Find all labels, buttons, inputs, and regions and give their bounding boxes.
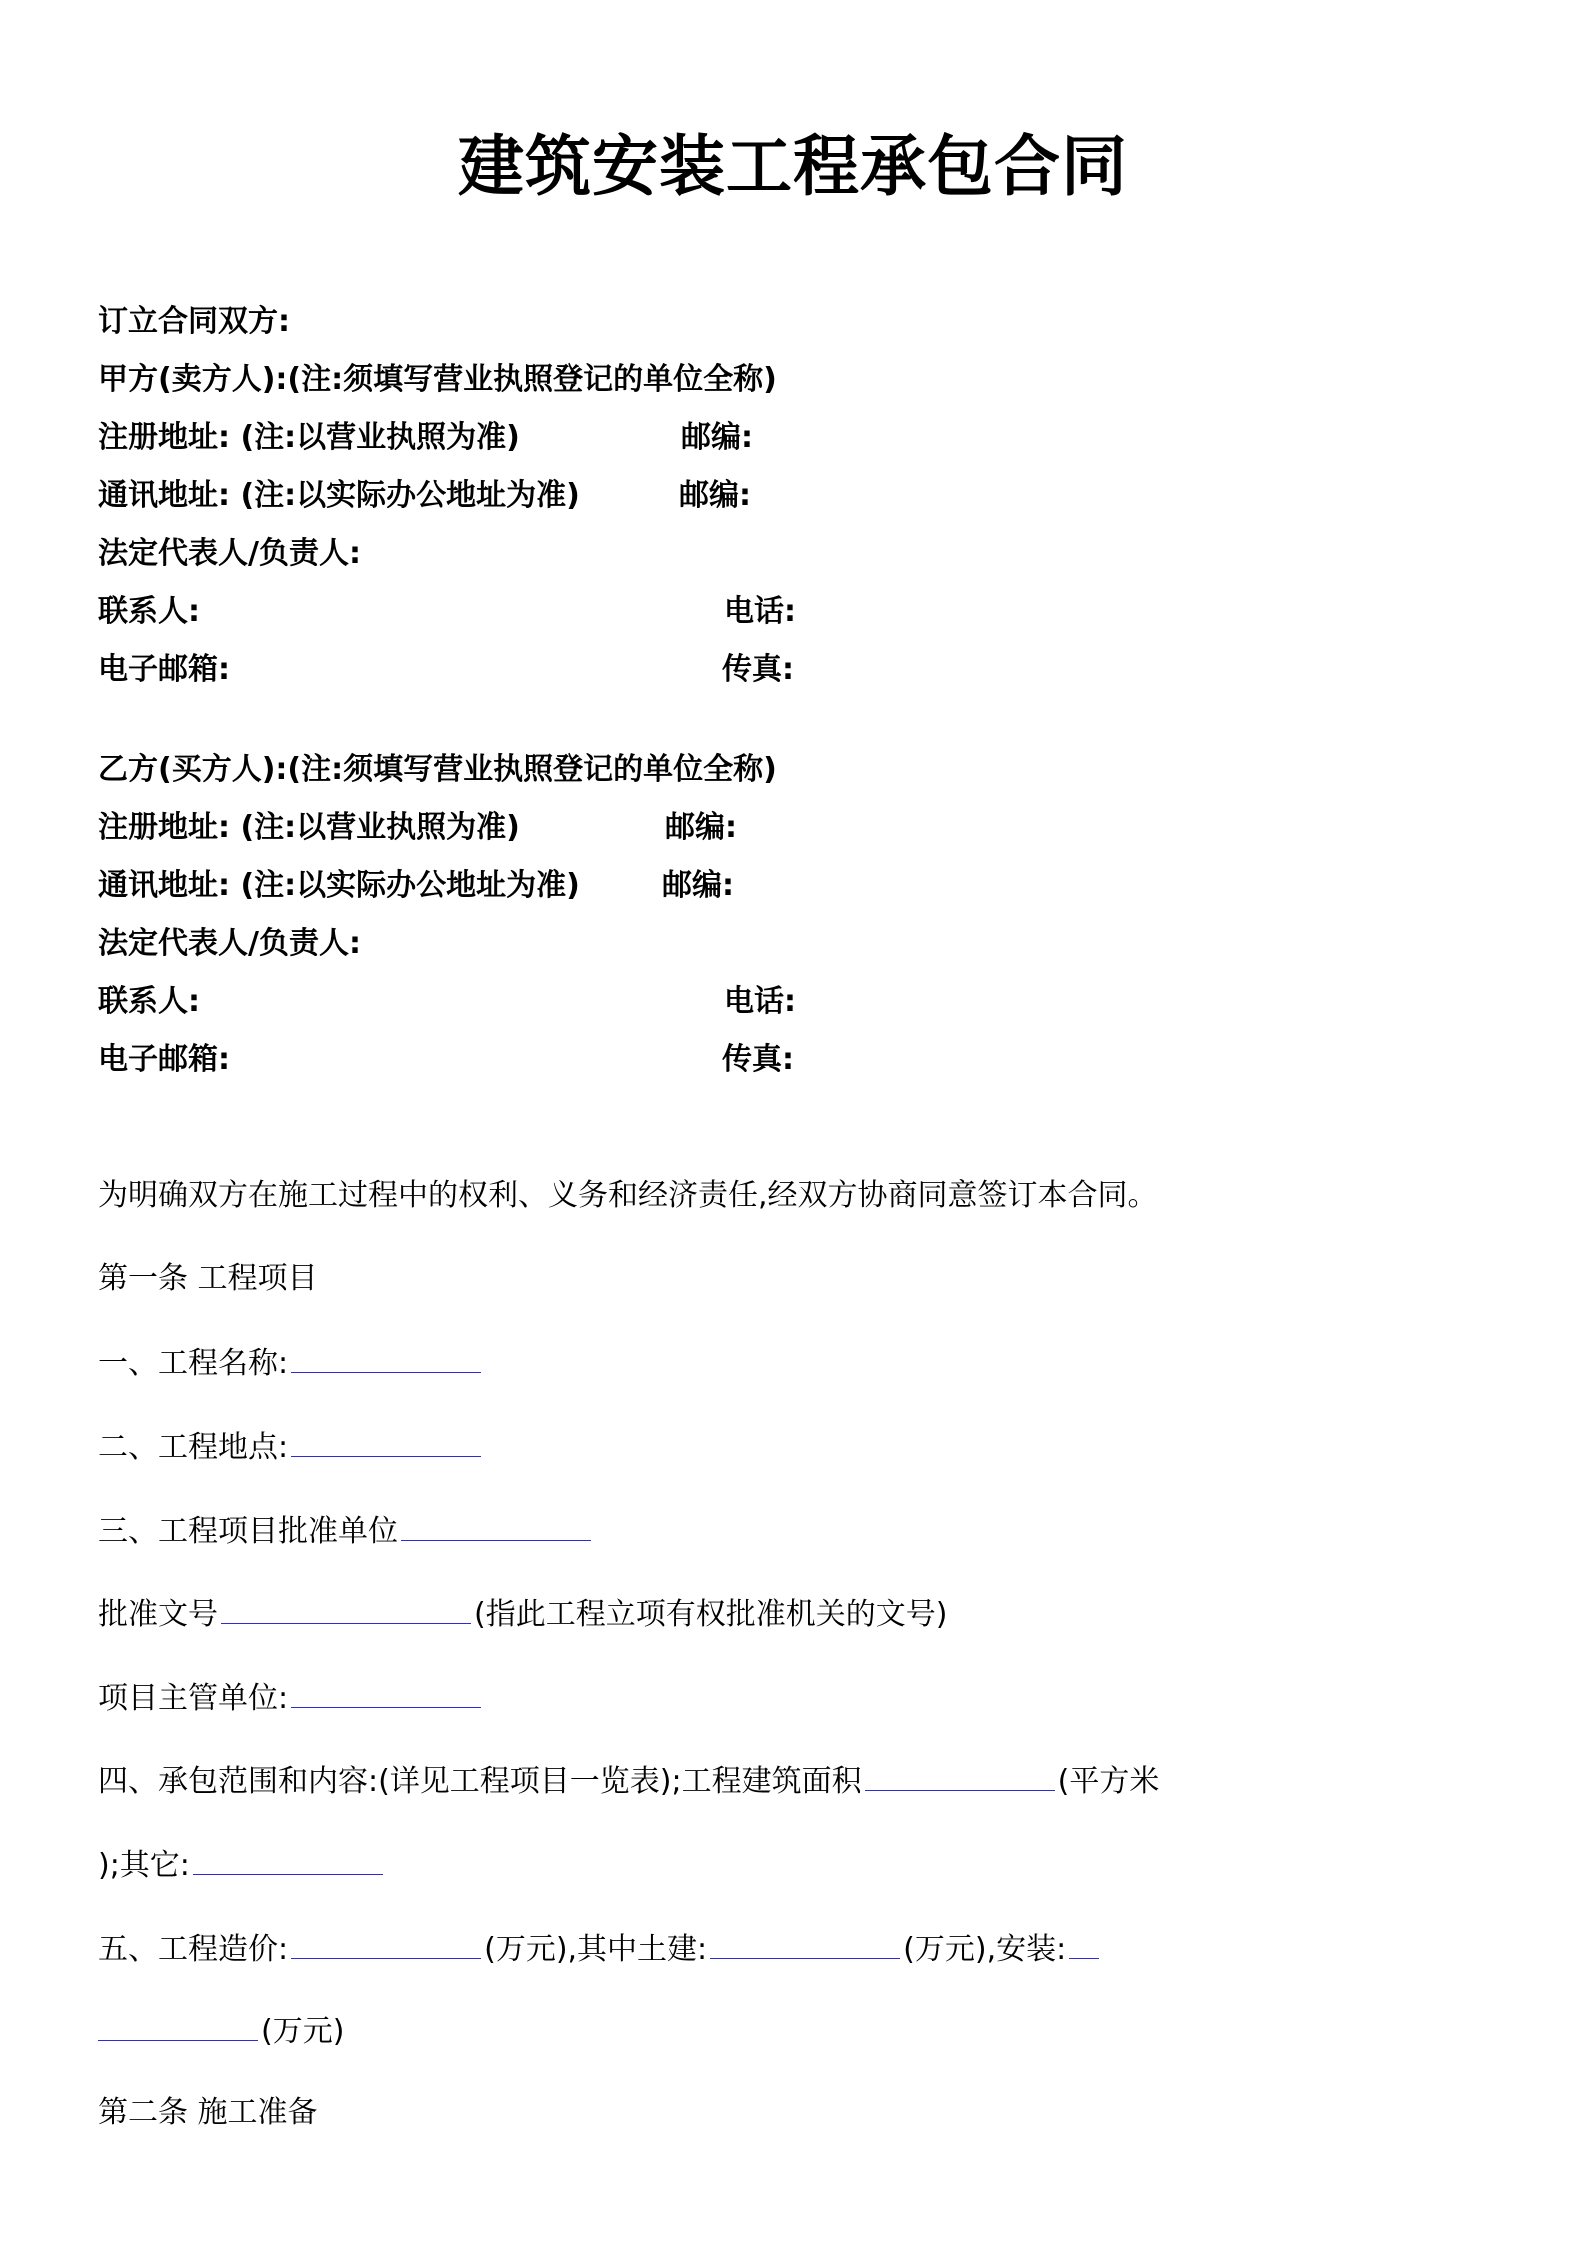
party-b-email: 电子邮箱: (98, 1042, 230, 1077)
approval-number-line (98, 1593, 947, 1635)
cost-install-unit: (万元) (261, 2014, 345, 2049)
cost-total-blank (291, 1928, 481, 1959)
approval-unit-blank (401, 1510, 591, 1541)
parties-heading: 订立合同双方: (98, 304, 290, 339)
building-area-blank (865, 1760, 1055, 1791)
project-location-line (98, 1426, 484, 1468)
party-b-mail-address: 通讯地址: (注:以实际办公地址为准) (98, 868, 580, 903)
party-a-contact: 联系人: (98, 594, 200, 629)
approval-unit-label: 三、工程项目批准单位 (98, 1514, 398, 1549)
article-1-heading: 第一条 工程项目 (98, 1261, 318, 1296)
party-a-mail-address: 通讯地址: (注:以实际办公地址为准) (98, 478, 580, 513)
party-a-legal-rep: 法定代表人/负责人: (98, 536, 361, 571)
scope-other-blank (193, 1844, 383, 1875)
party-a-reg-postcode: 邮编: (681, 420, 753, 455)
supervisor-line (98, 1677, 484, 1719)
project-location-blank (291, 1426, 481, 1457)
scope-label: 四、承包范围和内容:(详见工程项目一览表);工程建筑面积 (98, 1764, 862, 1799)
cost-civil-blank (710, 1928, 900, 1959)
supervisor-label: 项目主管单位: (98, 1681, 289, 1716)
project-location-label: 二、工程地点: (98, 1430, 289, 1465)
preamble: 为明确双方在施工过程中的权利、义务和经济责任,经双方协商同意签订本合同。 (98, 1178, 1158, 1213)
cost-install-blank (98, 2010, 258, 2041)
cost-line (98, 1928, 1102, 1970)
area-unit: (平方米 (1057, 1764, 1160, 1799)
approval-number-blank (221, 1593, 471, 1624)
party-b-name: 乙方(买方人):(注:须填写营业执照登记的单位全称) (98, 752, 777, 787)
party-b-contact: 联系人: (98, 984, 200, 1019)
cost-install-blank-start (1069, 1928, 1099, 1959)
cost-label: 五、工程造价: (98, 1932, 289, 1967)
party-b-phone: 电话: (724, 984, 796, 1019)
document-title: 建筑安装工程承包合同 (458, 128, 1128, 205)
party-b-reg-address: 注册地址: (注:以营业执照为准) (98, 810, 520, 845)
approval-number-label: 批准文号 (98, 1597, 218, 1632)
project-name-line (98, 1342, 484, 1384)
project-name-label: 一、工程名称: (98, 1346, 289, 1381)
party-b-fax: 传真: (722, 1042, 794, 1077)
scope-other-label: );其它: (98, 1848, 190, 1883)
party-b-legal-rep: 法定代表人/负责人: (98, 926, 361, 961)
party-b-reg-postcode: 邮编: (665, 810, 737, 845)
party-b-mail-postcode: 邮编: (662, 868, 734, 903)
party-a-reg-address: 注册地址: (注:以营业执照为准) (98, 420, 520, 455)
article-2-heading: 第二条 施工准备 (98, 2095, 318, 2130)
cost-install-line (98, 2010, 344, 2052)
scope-line (98, 1760, 1159, 1802)
party-a-fax: 传真: (722, 652, 794, 687)
cost-civil-label: (万元),其中土建: (484, 1932, 708, 1967)
project-name-blank (291, 1342, 481, 1373)
scope-other-line (98, 1844, 386, 1886)
party-a-name: 甲方(卖方人):(注:须填写营业执照登记的单位全称) (98, 362, 777, 397)
approval-number-note: (指此工程立项有权批准机关的文号) (474, 1597, 948, 1632)
cost-install-label: (万元),安装: (903, 1932, 1067, 1967)
party-a-phone: 电话: (724, 594, 796, 629)
supervisor-blank (291, 1677, 481, 1708)
party-a-email: 电子邮箱: (98, 652, 230, 687)
party-a-mail-postcode: 邮编: (679, 478, 751, 513)
approval-unit-line (98, 1510, 594, 1552)
